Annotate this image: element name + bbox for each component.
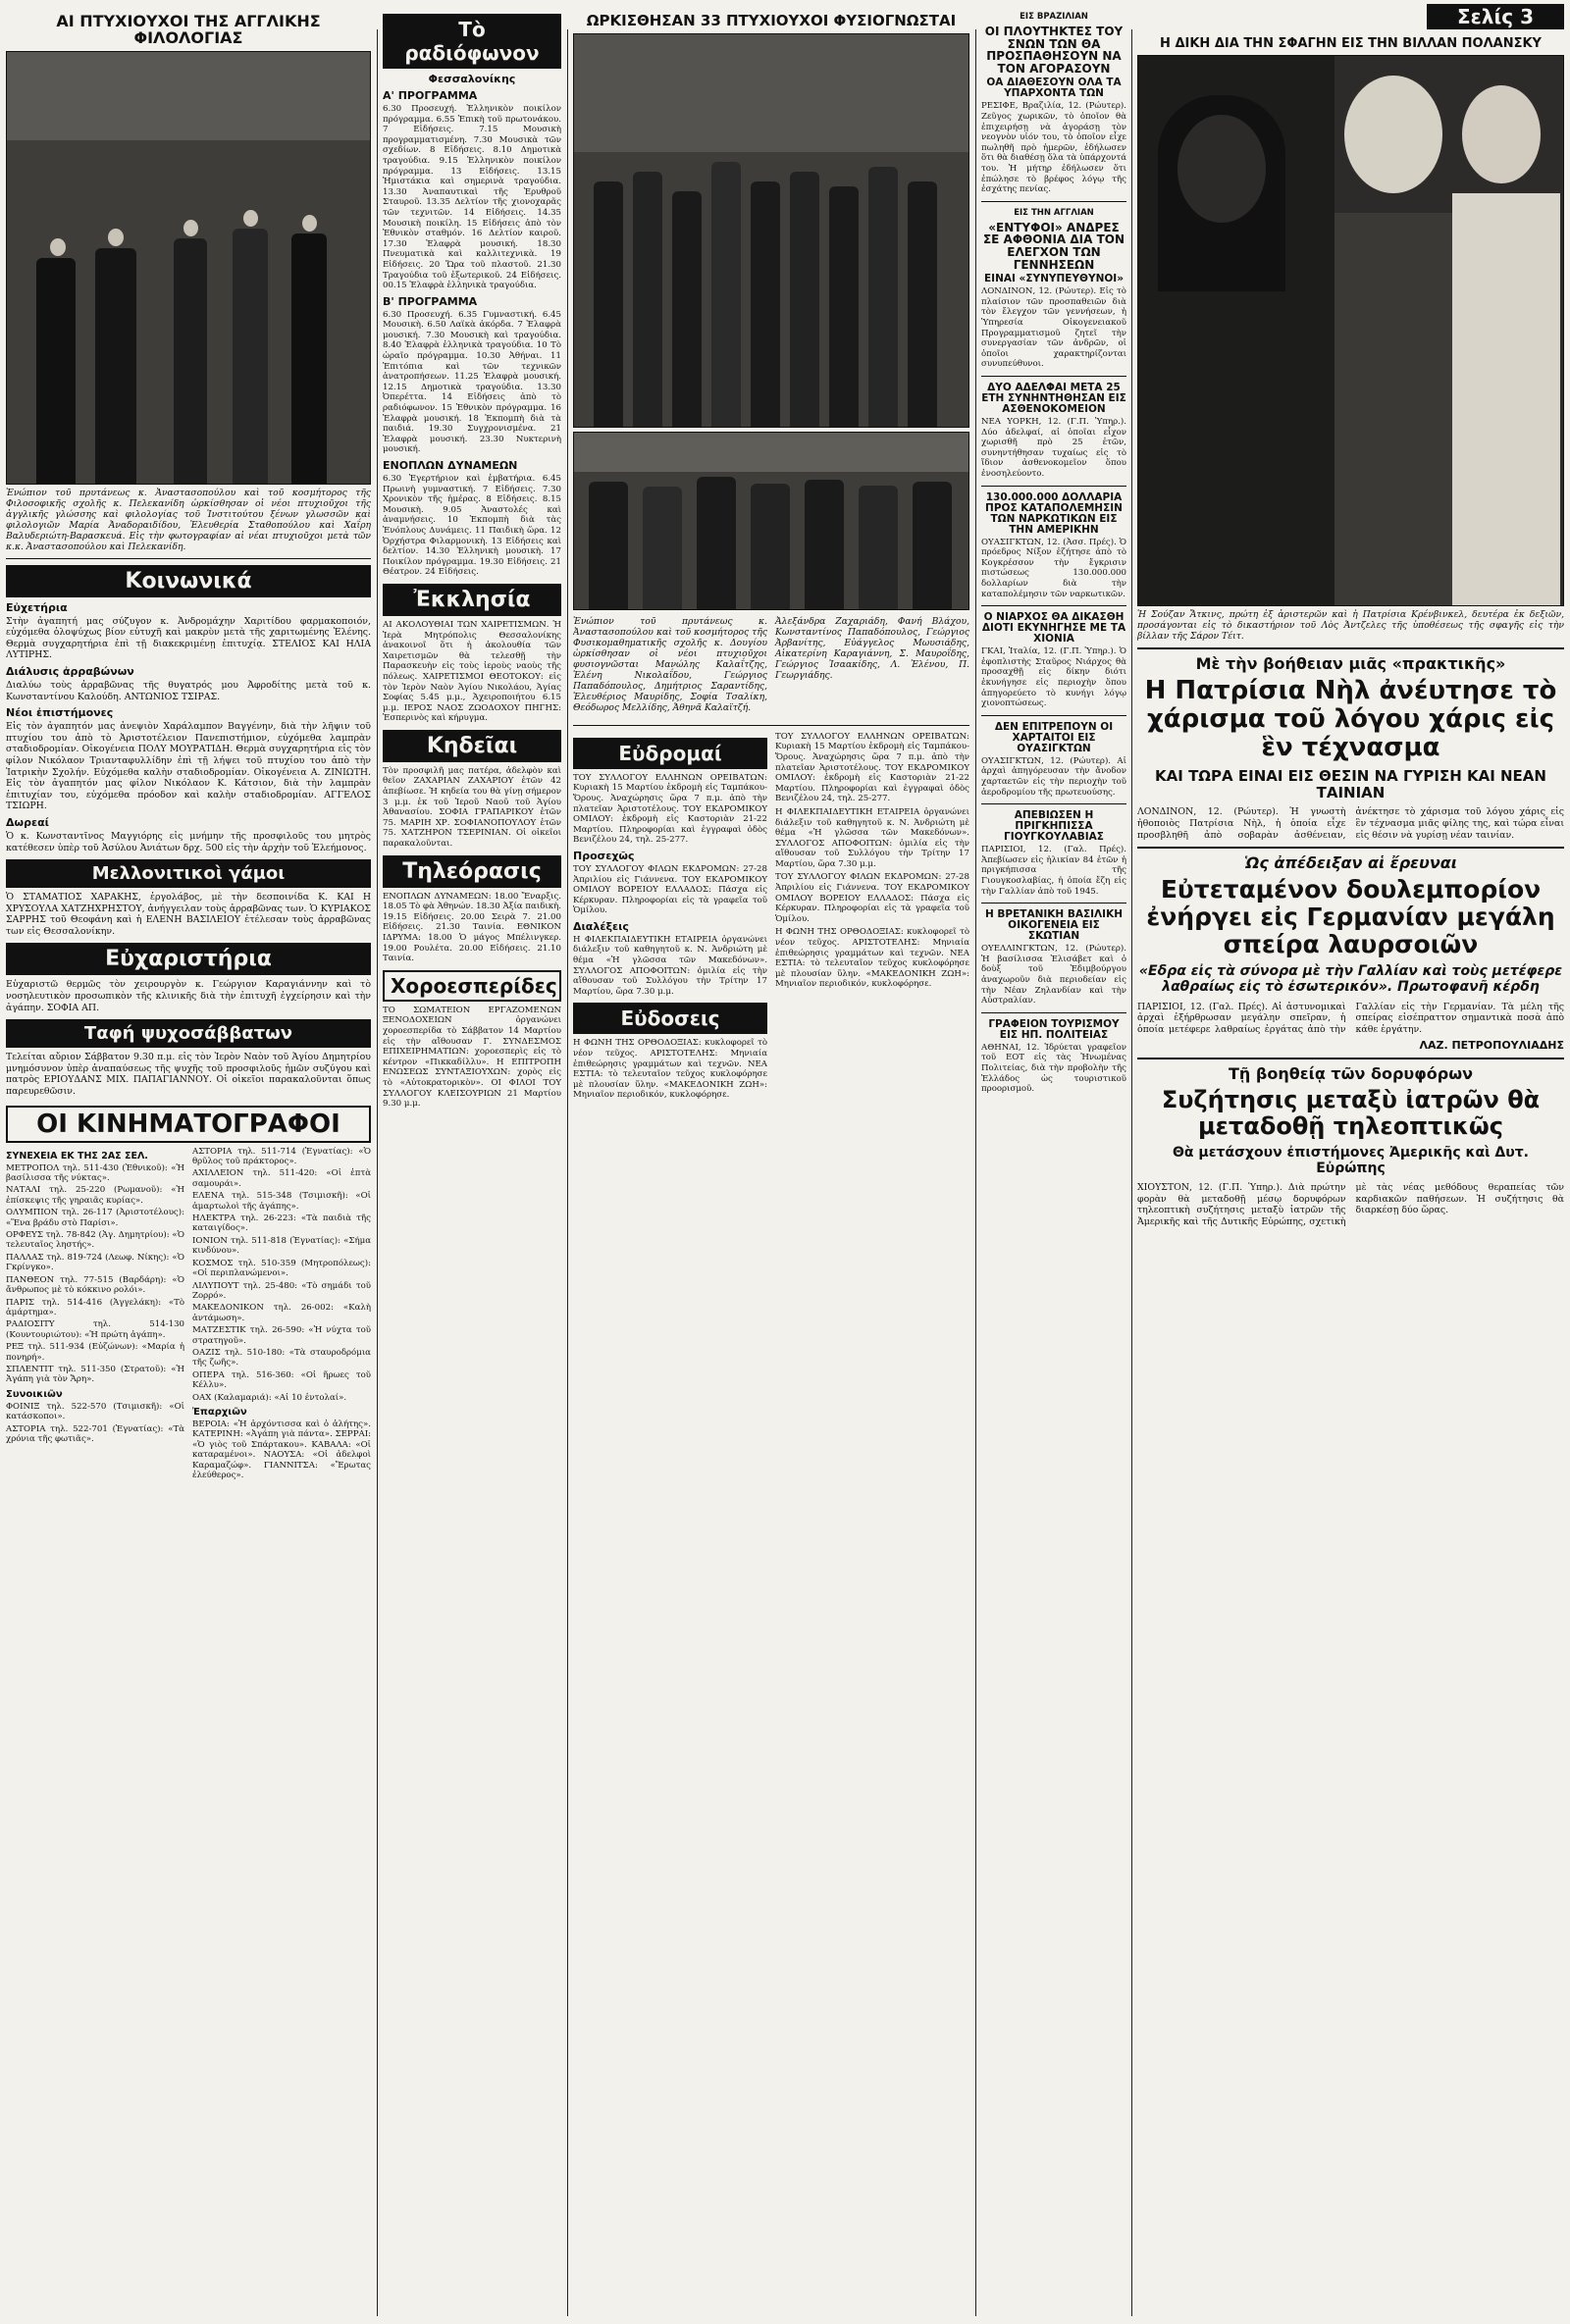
caption-polanski-trial: Ἡ Σούζαν Ἄτκινς, πρώτη ἐξ ἀριστερῶν καὶ ἡ Πατρίσια Κρένβινκελ, δευτέρα ἐκ δεξιῶν, προσάγονται εἰς τὸ δικαστήριον τοῦ Λὸς Ἀντζελες τῆς ὑποθέσεως τῆς σφαγῆς εἰς τὴν βίλλαν τῆς Σάρον Τέιτ. (1137, 608, 1564, 642)
kicker-germany: Ὡς ἀπέδειξαν αἱ ἔρευναι (1244, 853, 1457, 873)
page-number: Σελίς 3 (1427, 4, 1564, 29)
text-television: ΕΝΟΠΛΩΝ ΔΥΝΑΜΕΩΝ: 18.00 Ἔναρξις. 18.05 Τὸ φὰ Ἀθηνών. 18.30 Ἀξία παιδικὴ. 19.15 Εἰδήσεις. 20.00 Σειρὰ 7. 21.00 Εἰδήσεις. 21.30 Ταινία. ΕΘΝΙΚΟΝ ΙΔΡΥΜΑ: 18.00 Ὁ μάγος Μπέλινγκερ. 19.00 Ρουλέτα. 20.00 Εἰδήσεις. 21.10 Ταινία. (383, 891, 561, 964)
text-royals: ΟΥΕΛΛΙΝΓΚΤΩΝ, 12. (Ρώυτερ). Ἡ βασίλισσα Ἐλισάβετ καὶ ὁ δοὺξ τοῦ Ἐδιμβούργου ἀναχωροῦν διὰ περιοδείαν εἰς τὴν Νέαν Ζηλανδίαν καὶ τὴν Αὐστραλίαν. (981, 944, 1126, 1007)
text-weddings: Ὁ ΣΤΑΜΑΤΙΟΣ ΧΑΡΑΚΗΣ, ἐργολάβος, μὲ τὴν δεσποινίδα Κ. ΚΑΙ Η ΧΡΥΣΟΥΛΑ ΧΑΤΖΗΧΡΗΣΤΟΥ, ἀνήγγειλαν τοὺς ἀρραβῶνας των. Ὁ ΚΥΡΙΑΚΟΣ ΣΑΡΡΗΣ τοῦ Θεοφάνη καὶ ἡ ΕΛΕΝΗ ΒΑΣΙΛΕΙΟΥ ἐτέλεσαν τοὺς ἀρραβῶνας των εἰς Θεσσαλονίκην. (6, 892, 371, 937)
cinema-provinces: ΒΕΡΟΙΑ: «Ἡ ἀρχόντισσα καὶ ὁ ἀλήτης». ΚΑΤΕΡΙΝΗ: «Ἀγάπη γιὰ πάντα». ΣΕΡΡΑΙ: «Ὁ γιὸς τοῦ Σπάρτακου». ΚΑΒΑΛΑ: «Οἱ καταραμένοι». ΝΑΟΥΣΑ: «Οἱ ἀδελφοὶ Καραμαζώφ». ΓΙΑΝΝΙΤΣΑ: «Ἔρωτας ἐλεύθερος». (192, 1419, 371, 1480)
text-kites: ΟΥΑΣΙΓΚΤΩΝ, 12. (Ρώυτερ). Αἱ ἀρχαὶ ἀπηγόρευσαν τὴν ἄνοδον χαρταετῶν εἰς τὴν περιοχὴν τοῦ ἀεροδρομίου τῆς πρωτευούσης. (981, 755, 1126, 798)
cinema-item: ΠΑΛΛΑΣ τηλ. 819-724 (Λεωφ. Νίκης): «Ὁ Γκρίνγκο». (6, 1252, 184, 1273)
section-thanks: Εὐχαριστήρια (6, 943, 371, 975)
text-program-c: 6.30 Ἐγερτήριον καὶ ἐμβατήρια. 6.45 Πρωινὴ γυμναστική. 7 Εἰδήσεις. 7.30 Χρονικὸν τῆς ἡμέρας. 8 Εἰδήσεις. 8.15 Μουσικὴ. 9.05 Ἀναστολές καὶ ἀναμνήσεις. 10 Ἐκπομπὴ διὰ τὰς Ἐνόπλους Δυνάμεις. 11 Παιδικὴ ὥρα. 12 Ὀρχήστρα Φιλαρμονικὴ. 13 Εἰδήσεις καὶ δελτίον. 14.30 Ἑλληνικὴ μουσικὴ. 17 Ποικίλον πρόγραμμα. 19.30 Εἰδήσεις. 21 Θέατρον. 24 Εἰδήσεις. (383, 474, 561, 578)
text-tourism: ΑΘΗΝΑΙ, 12. Ἱδρύεται γραφεῖον τοῦ ΕΟΤ εἰς τὰς Ἡνωμένας Πολιτείας, διὰ τὴν προβολὴν τῆς Ἑλλάδος ὡς τουριστικοῦ προορισμοῦ. (981, 1042, 1126, 1095)
text-new-scientists: Εἰς τὸν ἀγαπητόν μας ἀνεψιὸν Χαράλαμπον Βαγγένην, διὰ τὴν λῆψιν τοῦ πτυχίου του ἀπὸ τὸ Ἀριστοτέλειον Πανεπιστήμιον, εὐχόμεθα λαμπρὰν σταδιοδρομίαν. Οἰκογένεια ΠΟΛΥ ΜΟΥΡΑΤΙΔΗ. Θερμὰ συγχαρητήρια εἰς τὸν φίλον Νικόλαον Τριανταφυλλίδην ἐπὶ τῇ λήψει τοῦ πτυχίου του ἀπὸ τὴν Ἰατρικὴν Σχολήν. Εὐχόμεθα καλὴν σταδιοδρομίαν. Οἰκογένεια Α. ΖΙΝΙΩΤΗ. Εἰς τὸν ἀγαπητόν μας φίλον Νικόλαον Κ. Κάτσιον, διὰ τὴν λαμπρὰν ἐπιτυχίαν του, εὐχόμεθα πρόοδον καὶ καλὴν σταδιοδρομίαν. ΑΓΓΕΛΟΣ ΤΣΙΩΡΗ. (6, 721, 371, 812)
caption-physics-right: Ἀλεξάνδρα Ζαχαριάδη, Φανή Βλάχου, Κωνσταντίνος Παπαδόπουλος, Γεώργιος Ἀρβανίτης, Εὐάγγελος Μωυσιάδης, Αἰκατερίνη Καραγιάννη, Σ. Μαυροΐδης, Γεώργιος Ἰσαακίδης, Λ. Ἐλένου, Π. Γεωργιάδης. (775, 615, 969, 681)
headline-royals: Η ΒΡΕΤΑΝΙΚΗ ΒΑΣΙΛΙΚΗ ΟΙΚΟΓΕΝΕΙΑ ΕΙΣ ΣΚΩΤΙΑΝ (984, 908, 1124, 943)
text-publications-cont: Η ΦΩΝΗ ΤΗΣ ΟΡΘΟΔΟΞΙΑΣ: κυκλοφορεῖ τὸ νέον τεῦχος. ΑΡΙΣΤΟΤΕΛΗΣ: Μηνιαία ἐπιθεώρησις γραμμάτων καὶ τεχνῶν. ΝΕΑ ΕΣΤΙΑ: τὸ τελευταῖον τεῦχος κυκλοφόρησε μὲ πλουσίαν ὕλην. «ΜΑΚΕΔΟΝΙΚΗ ΖΩΗ»: Μηνιαῖον περιοδικόν, κυκλοφόρησε. (775, 927, 969, 990)
text-princess: ΠΑΡΙΣΙΟΙ, 12. (Γαλ. Πρές). Ἀπεβίωσεν εἰς ἡλικίαν 84 ἐτῶν ἡ πριγκήπισσα τῆς Γιουγκοσλαβίας, ἡ ὁποία ἔζη εἰς τὴν Γαλλίαν ἀπὸ τοῦ 1945. (981, 845, 1126, 897)
cinema-listings (6, 1147, 371, 1483)
text-thanks: Εὐχαριστῶ θερμῶς τὸν χειρουργὸν κ. Γεώργιον Καραγιάννην καὶ τὸ νοσηλευτικὸν προσωπικὸν τῆς κλινικῆς διὰ τὴν ἐπιτυχῆ ἐγχείρησιν καὶ τὴν ἀγάπην. ΣΟΦΙΑ ΑΠ. (6, 979, 371, 1013)
kicker-england: ΕΙΣ ΤΗΝ ΑΓΓΛΙΑΝ (1014, 207, 1094, 218)
cinema-item: ΣΠΛΕΝΤΙΤ τηλ. 511-350 (Στρατοῦ): «Ἡ Ἀγάπη γιὰ τὸν Ἄρη». (6, 1364, 184, 1385)
subhead-germany: «Εδρα εἰς τὰ σύνορα μὲ τὴν Γαλλίαν καὶ τοὺς μετέφερε λαθραίως εἰς τὸ ἐσωτερικόν». Πρωτοφανῆ κέρδη (1138, 963, 1563, 995)
photo-english-graduates (6, 51, 371, 485)
subhead-engagement-break: Διάλυσις ἀρραβώνων (6, 664, 134, 678)
subhead-patricia: ΚΑΙ ΤΩΡΑ ΕΙΝΑΙ ΕΙΣ ΘΕΣΙΝ ΝΑ ΓΥΡΙΣΗ ΚΑΙ ΝΕΑΝ ΤΑΙΝΙΑΝ (1155, 766, 1546, 801)
headline-patricia: Η Πατρίσια Νὴλ ἀνέυτησε τὸ χάρισμα τοῦ λόγου χάρις εἰς ἓν τέχνασμα (1144, 675, 1557, 762)
text-brazil: ΡΕΣΙΦΕ, Βραζιλία, 12. (Ρώυτερ). Ζεῦγος χωρικῶν, τὸ ὁποῖον θὰ ἐπιχειρήσῃ νὰ ἀγοράσῃ τὸν νεογνὸν υἱόν του, τὸ ὁποῖον εἶχε πωληθῆ πρὸ ἡμερῶν, ἐδήλωσεν ὅτι θὰ διαθέσῃ ὅλα τὰ ὑπάρχοντά του. Ἡ μήτηρ ἐδήλωσεν ὅτι ἐπώλησε τὸ βρέφος λόγῳ τῆς ἐσχάτης πενίας. (981, 101, 1126, 195)
cinema-item: ΠΑΡΙΣ τηλ. 514-416 (Ἀγγελάκη): «Τὸ ἀμάρτημα». (6, 1297, 184, 1317)
cinema-suburbs-head: Συνοικιῶν (6, 1388, 63, 1400)
cinema-item: ΚΟΣΜΟΣ τηλ. 510-359 (Μητροπόλεως): «Οἱ περιπλανώμενοι». (192, 1258, 371, 1279)
cinema-item: ΟΑΧ (Καλαμαριά): «Αἱ 10 ἐντολαί». (192, 1392, 347, 1403)
cinema-item: ΛΙΛΥΠΟΥΤ τηλ. 25-480: «Τὸ σημάδι τοῦ Ζορρό». (192, 1280, 371, 1301)
section-weddings: Μελλονιτικοὶ γάμοι (6, 859, 371, 888)
text-publications: Η ΦΩΝΗ ΤΗΣ ΟΡΘΟΔΟΞΙΑΣ: κυκλοφορεῖ τὸ νέον τεῦχος. ΑΡΙΣΤΟΤΕΛΗΣ: Μηνιαία ἐπιθεώρησις γραμμάτων καὶ τεχνῶν. ΝΕΑ ΕΣΤΙΑ: τὸ τελευταῖον τεῦχος κυκλοφόρησε μὲ πλουσίαν ὕλην. «ΜΑΚΕΔΟΝΙΚΗ ΖΩΗ»: Μηνιαῖον περιοδικόν, κυκλοφόρησε. (573, 1038, 767, 1101)
text-program-b: 6.30 Προσευχή. 6.35 Γυμναστική. 6.45 Μουσικὴ. 6.50 Λαϊκὰ ἀκόρδα. 7 Ἐλαφρὰ μουσική. 7.30 Μουσικὴ καὶ τραγούδια. 8.40 Ἐλαφρὰ ἑλληνικὰ τραγούδια. 10 Τὸ ὡραῖο πρόγραμμα. 10.30 Ἀθήναι. 11 Ἐπιτόπια καὶ τῶν τεχνικῶν ἀνατροπήσεων. 11.25 Ἐλαφρὰ μουσική. 12.15 Δημοτικὰ τραγούδια. 13.30 Ὀπερέττα. 14 Εἰδήσεις ἀπὸ τὸ ραδιόφωνον. 15 Ἐθνικὸν πρόγραμμα. 16 Ἐλαφρὰ μουσική. 18 Ἐκπομπὴ διὰ τὰ παιδιά. 19.30 Συγχρονισμένα. 21 Ἐλαφρὰ μουσική. 23.30 Νυκτερινὴ μουσική. (383, 309, 561, 455)
subhead-new-scientists: Νέοι ἐπιστήμονες (6, 706, 114, 720)
headline-drugs: 130.000.000 ΔΟΛΛΑΡΙΑ ΠΡΟΣ ΚΑΤΑΠΟΛΕΜΗΣΙΝ ΤΩΝ ΝΑΡΚΩΤΙΚΩΝ ΕΙΣ ΤΗΝ ΑΜΕΡΙΚΗΝ (985, 491, 1123, 536)
kicker-brazil: ΕΙΣ ΒΡΑΖΙΛΙΑΝ (1020, 12, 1088, 22)
radio-program-c: ΕΝΟΠΛΩΝ ΔΥΝΑΜΕΩΝ (383, 459, 518, 472)
text-england: ΛΟΝΔΙΝΟΝ, 12. (Ρώυτερ). Εἰς τὸ πλαίσιον τῶν προσπαθειῶν διὰ τὸν ἔλεγχον τῶν γεννήσεων, ἡ Ὑπηρεσία Οἰκογενειακοῦ Προγραμματισμοῦ ζητεῖ τὴν συνεργασίαν τῶν ἀνδρῶν, οἱ ὁποῖοι χαρακτηρίζονται συνυπεύθυνοι. (981, 286, 1126, 370)
caption-physics-left: Ἐνώπιον τοῦ πρυτάνεως κ. Ἀναστασοπούλου καὶ τοῦ κοσμήτορος τῆς Φυσικομαθηματικῆς σχολῆς κ. Δουγίου ὡρκίσθησαν οἱ νέοι πτυχιοῦχοι φυσιογνῶσται Μανώλης Καλαΐτζης, Ἑλένη Νικολαΐδου, Γεώργιος Παπαδόπουλος, Δημήτριος Σαραντίδης, Ἑλευθέριος Μαυρίδης, Σοφία Τσαλίκη, Θεόδωρος Μελλίδης, Ἀθηνᾶ Καλαϊτζή. (573, 615, 767, 713)
photo-physics-graduates-bottom (573, 432, 969, 610)
column-rule (1131, 29, 1132, 2316)
column-2 (383, 8, 561, 2324)
cinema-item: ΑΣΤΟΡΙΑ τηλ. 522-701 (Ἐγνατίας): «Τὰ χρόνια τῆς φωτιᾶς». (6, 1423, 184, 1444)
section-radio: Τὸ ραδιόφωνον (383, 14, 561, 69)
cinema-item: ΑΧΙΛΛΕΙΟΝ τηλ. 511-420: «Οἱ ἐπτὰ σαμουράι». (192, 1168, 371, 1189)
column-rule (377, 29, 378, 2316)
text-drugs: ΟΥΑΣΙΓΚΤΩΝ, 12. (Ἀσσ. Πρές). Ὁ πρόεδρος Νίξον ἐζήτησε ἀπὸ τὸ Κογκρέσσον τὴν ἔγκρισιν πιστώσεως 130.000.000 δολλαρίων διὰ τὴν καταπολέμησιν τῶν ναρκωτικῶν. (981, 537, 1126, 599)
section-publications: Εὐδοσεις (573, 1003, 767, 1034)
section-church: Ἐκκλησία (383, 584, 561, 616)
subhead-donations: Δωρεαί (6, 815, 49, 829)
caption-english-graduates: Ἐνώπιον τοῦ πρυτάνεως κ. Ἀναστασοπούλου καὶ τοῦ κοσμήτορος τῆς Φιλοσοφικῆς σχολῆς κ. Πελεκανίδη ὡρκίσθησαν οἱ νέοι πτυχιοῦχοι τῆς ἀγγλικῆς γλώσσης καὶ φιλολογίας τοῦ Ἰνστιτούτου ξένων γλωσσῶν καὶ φιλολογιῶν Μαρία Ἀναδοραιδίδου, Ἐλευθερία Σταθοπούλου καὶ Χαΐρη Βαλυδεριώτη-Βαρασκευά. Εἰς τὴν φωτογραφίαν αἱ νέαι πτυχιοῦχοι μετὰ τῶν κ.κ. Ἀναστασοπούλου καὶ Πελεκανίδη. (6, 487, 371, 552)
text-lectures: Η ΦΙΛΕΚΠΑΙΔΕΥΤΙΚΗ ΕΤΑΙΡΕΙΑ ὀργανώνει διάλεξιν τοῦ καθηγητοῦ κ. Ν. Ἀνδριώτη μὲ θέμα «Ἡ γλῶσσα τῶν Μακεδόνων». ΣΥΛΛΟΓΟΣ ΑΠΟΦΟΙΤΩΝ: ὁμιλία εἰς τὴν αἴθουσαν τοῦ Συλλόγου τὴν Τρίτην 17 Μαρτίου, ὥρα 7.30 μ.μ. (573, 934, 767, 997)
section-dances: Χοροεσπερίδες (383, 970, 561, 1002)
cinema-item: ΟΑΖΙΣ τηλ. 510-180: «Τὰ σταυροδρόμια τῆς ζωῆς». (192, 1347, 371, 1369)
text-niarchos: ΓΚΑΙ, Ἰταλία, 12. (Γ.Π. Ὑπηρ.). Ὁ ἐφοπλιστὴς Σταῦρος Νιάρχος θὰ προσαχθῇ εἰς δίκην διότι ἐκυνήγησε εἰς περιοχὴν ὅπου ἀπηγορεύετο τὸ κυνήγι λόγῳ χιονοπτώσεως. (981, 646, 1126, 709)
cinema-continued: ΣΥΝΕΧΕΙΑ ΕΚ ΤΗΣ 2ΑΣ ΣΕΛ. (6, 1150, 148, 1162)
text-engagement-break: Διαλύω τοὺς ἀρραβῶνας τῆς θυγατρός μου Ἀφροδίτης μετὰ τοῦ κ. Κωνσταντίνου Καλούδη. ΑΝΤΩΝΙΟΣ ΤΣΙΡΑΣ. (6, 679, 371, 702)
text-wishes: Στὴν ἀγαπητή μας σύζυγον κ. Ἀνδρομάχην Χαριτίδου φαρμακοποιόν, εὐχόμεθα ὁλοψύχως βίον εὐτυχῆ καὶ μακρὺν μετὰ τῆς χαριτωμένης Ἑλένης. Θερμὰ συγχαρητήρια ἐπὶ τῇ διακεκριμένῃ ἐπιτυχίᾳ. ΣΤΕΛΙΟΣ ΚΑΙ ΗΛΙΑ ΛΥΤΙΡΗΣ. (6, 615, 371, 661)
cinema-item: ΡΑΔΙΟΣΙΤΥ τηλ. 514-130 (Κουντουριώτου): «Ἡ πρώτη ἀγάπη». (6, 1319, 184, 1340)
text-funerals: Τὸν προσφιλῆ μας πατέρα, ἀδελφὸν καὶ θεῖον ΖΑΧΑΡΙΑΝ ΖΑΧΑΡΙΟΥ ἐτῶν 42 ἀπεβίωσε. Ἡ κηδεία του θὰ γίνῃ σήμερον 3 μ.μ. ἐκ τοῦ Ἱεροῦ Ναοῦ τοῦ Ἁγίου Ἀθανασίου. ΣΟΦΙΑ ΓΡΑΠΑΡΙΚΟΥ ἐτῶν 75. ΜΑΡΙΗ ΧΡ. ΣΟΦΙΑΝΟΠΟΥΛΟΥ ἐτῶν 75. ΧΑΤΖΗΡΟΝ ΤΣΕΡΙΝΙΑΝ. Οἱ οἰκεῖοι παρακαλοῦνται. (383, 765, 561, 850)
cinema-item: ΦΟΙΝΙΞ τηλ. 522-570 (Τσιμισκῆ): «Οἱ κατάσκοποι». (6, 1401, 184, 1422)
headline-physics-graduates: ΩΡΚΙΣΘΗΣΑΝ 33 ΠΤΥΧΙΟΥΧΟΙ ΦΥΣΙΟΓΝΩΣΤΑΙ (586, 12, 957, 29)
headline-england: «ΕΝΤΥΦΟΙ» ΑΝΔΡΕΣ ΣΕ ΑΦΘΟΝΙΑ ΔΙΑ ΤΟΝ ΕΛΕΓΧΟΝ ΤΩΝ ΓΕΝΝΗΣΕΩΝ (982, 220, 1125, 272)
cinema-provinces-head: Ἐπαρχιῶν (192, 1406, 247, 1418)
column-5 (1137, 33, 1564, 2324)
cinema-item: ΕΛΕΝΑ τηλ. 515-348 (Τσιμισκῆ): «Οἱ ἀμαρτωλοὶ τῆς ἀγάπης». (192, 1191, 371, 1212)
text-lectures-cont: Η ΦΙΛΕΚΠΑΙΔΕΥΤΙΚΗ ΕΤΑΙΡΕΙΑ ὀργανώνει διάλεξιν τοῦ καθηγητοῦ κ. Ν. Ἀνδριώτη μὲ θέμα «Ἡ γλῶσσα τῶν Μακεδόνων». ΣΥΛΛΟΓΟΣ ΑΠΟΦΟΙΤΩΝ: ὁμιλία εἰς τὴν αἴθουσαν τοῦ Συλλόγου τὴν Τρίτην 17 Μαρτίου, ὥρα 7.30 μ.μ. (775, 806, 969, 869)
radio-program-a: Α' ΠΡΟΓΡΑΜΜΑ (383, 89, 478, 102)
cinema-item: ΜΑΚΕΔΟΝΙΚΟΝ τηλ. 26-002: «Καλὴ ἀντάμωση». (192, 1303, 371, 1323)
radio-program-b: Β' ΠΡΟΓΡΑΜΜΑ (383, 294, 478, 308)
cinema-item: ΙΟΝΙΟΝ τηλ. 511-818 (Ἐγνατίας): «Σήμα κινδύνου». (192, 1235, 371, 1257)
subhead-wishes: Εὐχετήρια (6, 600, 68, 614)
cinema-item: ΟΠΕΡΑ τηλ. 516-360: «Οἱ ἥρωες τοῦ Κέλλυ». (192, 1369, 371, 1391)
text-patricia: ΛΟΝΔΙΝΟΝ, 12. (Ρώυτερ). Ἡ γνωστὴ ἠθοποιὸς Πατρίσια Νὴλ, ἡ ὁποία εἶχε προσβληθῆ ἀπὸ σοβαρὰν ἀσθένειαν, ἀνέκτησε τὸ χάρισμα τοῦ λόγου χάρις εἰς ἓν τέχνασμα μιᾶς φίλης της, καὶ τώρα εἶναι εἰς θέσιν νὰ γυρίσῃ νέαν ταινίαν. (1137, 806, 1564, 841)
text-excursions: ΤΟΥ ΣΥΛΛΟΓΟΥ ΕΛΛΗΝΩΝ ΟΡΕΙΒΑΤΩΝ: Κυριακὴ 15 Μαρτίου ἐκδρομὴ εἰς Ταμπάκου-Ὄρους. Ἀναχώρησις ὥρα 7 π.μ. ἀπὸ τὴν πλατεῖαν Ἀριστοτέλους. ΤΟΥ ΕΚΔΡΟΜΙΚΟΥ ΟΜΙΛΟΥ: ἐκδρομὴ εἰς Καστοριὰν 21-22 Μαρτίου. Πληροφορίαι καὶ ἐγγραφαὶ ὁδὸς Βενιζέλου 24, τηλ. 25-277. (573, 772, 767, 846)
headline-tourism: ΓΡΑΦΕΙΟΝ ΤΟΥΡΙΣΜΟΥ ΕΙΣ ΗΠ. ΠΟΛΙΤΕΙΑΣ (988, 1017, 1120, 1041)
subhead-lectures: Διαλέξεις (573, 919, 629, 933)
headline-english-graduates: ΑΙ ΠΤΥΧΙΟΥΧΟΙ ΤΗΣ ΑΓΓΛΙΚΗΣ ΦΙΛΟΛΟΓΙΑΣ (56, 12, 321, 47)
cinema-item: ΜΑΤΖΕΣΤΙΚ τηλ. 26-590: «Ἡ νύχτα τοῦ στρατηγοῦ». (192, 1325, 371, 1346)
kicker-patricia: Μὲ τὴν βοήθειαν μιᾶς «πρακτικῆς» (1195, 653, 1506, 673)
section-excursions: Εὐδρομαί (573, 738, 767, 769)
cinema-item: ΠΑΝΘΕΟΝ τηλ. 77-515 (Βαρδάρη): «Ὁ ἄνθρωπος μὲ τὸ κόκκινο ρολόι». (6, 1274, 184, 1296)
radio-station: Φεσσαλονίκης (428, 73, 516, 85)
column-4 (981, 8, 1126, 2324)
subhead-england: ΕΙΝΑΙ «ΣΥΝΥΠΕΥΘΥΝΟΙ» (983, 273, 1124, 285)
text-dances: ΤΟ ΣΩΜΑΤΕΙΟΝ ΕΡΓΑΖΟΜΕΝΩΝ ΞΕΝΟΔΟΧΕΙΩΝ ὀργανώνει χοροεσπερίδα τὸ Σάββατον 14 Μαρτίου εἰς τὴν αἴθουσαν Γ. ΣΥΝΔΕΣΜΟΣ ΕΠΙΧΕΙΡΗΜΑΤΙΩΝ: χοροεσπερὶς εἰς τὸ κέντρον «Πικκαδίλλυ». Η ΕΠΙΤΡΟΠΗ ΕΝΩΣΕΩΣ ΣΥΝΤΑΞΙΟΥΧΩΝ: χορὸς εἰς τὸ «Αὐτοκρατορικὸν». ΟΙ ΦΙΛΟΙ ΤΟΥ ΣΥΛΛΟΓΟΥ ΚΛΕΙΣΟΥΡΙΩΝ 21 Μαρτίου 9.30 μ.μ. (383, 1005, 561, 1110)
headline-brazil: ΟΙ ΠΛΟΥΤΗΚΤΕΣ ΤΟΥ ΣΝΩΝ ΤΩΝ ΘΑ ΠΡΟΣΠΑΘΗΣΟΥΝ ΝΑ ΤΟΝ ΑΓΟΡΑΣΟΥΝ (984, 25, 1124, 76)
section-television: Τηλεόρασις (383, 855, 561, 888)
photo-polanski-trial (1137, 55, 1564, 606)
text-upcoming-cont: ΤΟΥ ΣΥΛΛΟΓΟΥ ΦΙΛΩΝ ΕΚΔΡΟΜΩΝ: 27-28 Ἀπριλίου εἰς Γιάννενα. ΤΟΥ ΕΚΔΡΟΜΙΚΟΥ ΟΜΙΛΟΥ ΒΟΡΕΙΟΥ ΕΛΛΑΔΟΣ: Πάσχα εἰς Κέρκυραν. Πληροφορίαι εἰς τὰ γραφεῖα τοῦ Ὁμίλου. (775, 872, 969, 924)
cinema-item: ΑΣΤΟΡΙΑ τηλ. 511-714 (Ἐγνατίας): «Ὁ θρῦλος τοῦ πράκτορος». (192, 1146, 371, 1167)
cinema-item: ΝΑΤΑΛΙ τηλ. 25-220 (Ρωμανοῦ): «Ἡ ἐπίσκεψις τῆς γηραιᾶς κυρίας». (6, 1185, 184, 1206)
section-memorials: Ταφή ψυχοσάββατων (6, 1019, 371, 1048)
text-church: ΑΙ ΑΚΟΛΟΥΘΙΑΙ ΤΩΝ ΧΑΙΡΕΤΙΣΜΩΝ. Ἡ Ἱερὰ Μητρόπολις Θεσσαλονίκης ἀνακοινοῖ ὅτι ἡ ἀκολουθία τῶν Χαιρετισμῶν θὰ τελεσθῇ τὴν Παρασκευὴν εἰς τοὺς ἱεροὺς ναοὺς τῆς πόλεως. ΧΑΙΡΕΤΙΣΜΟΙ ΘΕΟΤΟΚΟΥ: εἰς τὸν Ἱερὸν Ναὸν Ἁγίου Νικολάου, Ἁγίας Σοφίας 5.45 μ.μ., Ἁχειροποιήτου 6.15 μ.μ. ΙΕΡΟΣ ΝΑΟΣ ΖΩΟΔΟΧΟΥ ΠΗΓΗΣ: Ἐσπερινὸς καὶ κήρυγμα. (383, 619, 561, 724)
column-3 (573, 8, 969, 2324)
column-rule (567, 29, 568, 2316)
text-donations: Ὁ κ. Κωνσταντῖνος Μαγγιόρης εἰς μνήμην τῆς προσφιλοῦς του μητρὸς κατέθεσεν ὑπὲρ τοῦ Ἀσύλου Ἀνιάτων δρχ. 500 εἰς τὴν ἀρχὴν τοῦ Ἑλεήμονος. (6, 830, 371, 853)
section-social: Κοινωνικά (6, 565, 371, 597)
cinema-item: ΟΛΥΜΠΙΟΝ τηλ. 26-117 (Ἀριστοτέλους): «Ἕνα βράδυ στὸ Παρίσι». (6, 1208, 184, 1228)
subhead-brazil: ΟΑ ΔΙΑΘΕΣΟΥΝ ΟΛΑ ΤΑ ΥΠΑΡΧΟΝΤΑ ΤΩΝ (986, 77, 1122, 100)
cinema-item: ΡΕΞ τηλ. 511-934 (Εὐζώνων): «Μαρία ἡ πονηρή». (6, 1342, 184, 1363)
subhead-upcoming: Προσεχῶς (573, 849, 635, 862)
headline-satellites: Συζήτησις μεταξὺ ἰατρῶν θὰ μεταδοθῇ τηλεοπτικῶς (1161, 1086, 1541, 1141)
column-rule (975, 29, 976, 2316)
cinema-item: ΟΡΦΕΥΣ τηλ. 78-842 (Ἁγ. Δημητρίου): «Ὁ τελευταῖος ληστής». (6, 1230, 184, 1251)
section-cinemas: ΟΙ ΚΙΝΗΜΑΤΟΓΡΑΦΟΙ (6, 1106, 371, 1143)
byline-germany: ΛΑΖ. ΠΕΤΡΟΠΟΥΛΙΑΔΗΣ (1419, 1039, 1564, 1053)
headline-niarchos: Ο ΝΙΑΡΧΟΣ ΘΑ ΔΙΚΑΣΘΗ ΔΙΟΤΙ ΕΚΥΝΗΓΗΣΕ ΜΕ ΤΑ ΧΙΟΝΙΑ (981, 611, 1126, 646)
photo-physics-graduates-top (573, 33, 969, 428)
kicker-satellites: Τῇ βοηθείᾳ τῶν δορυφόρων (1229, 1064, 1473, 1084)
headline-germany: Εὐτεταμένον δουλεμπορίον ἐνήργει εἰς Γερμανίαν μεγάλη σπείρα λαυρσοιῶν (1146, 875, 1555, 959)
headline-kites: ΔΕΝ ΕΠΙΤΡΕΠΟΥΝ ΟΙ ΧΑΡΤΑΙΤΟΙ ΕΙΣ ΟΥΑΣΙΓΚΤΩΝ (994, 720, 1114, 754)
cinema-item: ΜΕΤΡΟΠΟΛ τηλ. 511-430 (Ἐθνικοῦ): «Ἡ βασίλισσα τῆς νύκτας». (6, 1162, 184, 1184)
text-germany: ΠΑΡΙΣΙΟΙ, 12. (Γαλ. Πρές). Αἱ ἀστυνομικαὶ ἀρχαὶ ἐξήρθρωσαν μεγάλην σπεῖραν, ἡ ὁποία μετέφερε λαθραίως ἐργάτας ἀπὸ τὴν Γαλλίαν εἰς τὴν Γερμανίαν. Τὰ μέλη τῆς σπείρας εἰσέπραττον σημαντικὰ ποσὰ ἀπὸ κάθε ἐργάτην. (1137, 1001, 1564, 1035)
headline-princess: ΑΠΕΒΙΩΣΕΝ Η ΠΡΙΓΚΗΠΙΣΣΑ ΓΙΟΥΓΚΟΥΛΑΒΙΑΣ (1004, 809, 1104, 844)
text-satellites: ΧΙΟΥΣΤΟΝ, 12. (Γ.Π. Ὑπηρ.). Διὰ πρώτην φορὰν θὰ μεταδοθῇ μέσῳ δορυφόρων τηλεοπτικὴ συζήτησις μεταξὺ ἰατρῶν τῆς Ἀμερικῆς καὶ τῆς Δυτικῆς Εὐρώπης, σχετικὴ μὲ τὰς νέας μεθόδους θεραπείας τῶν καρδιακῶν παθήσεων. Ἡ συζήτησις θὰ διαρκέσῃ δύο ὥρας. (1137, 1182, 1564, 1228)
text-upcoming: ΤΟΥ ΣΥΛΛΟΓΟΥ ΦΙΛΩΝ ΕΚΔΡΟΜΩΝ: 27-28 Ἀπριλίου εἰς Γιάννενα. ΤΟΥ ΕΚΔΡΟΜΙΚΟΥ ΟΜΙΛΟΥ ΒΟΡΕΙΟΥ ΕΛΛΑΔΟΣ: Πάσχα εἰς Κέρκυραν. Πληροφορίαι εἰς τὰ γραφεῖα τοῦ Ὁμίλου. (573, 863, 767, 916)
headline-polanski-trial: Η ΔΙΚΗ ΔΙΑ ΤΗΝ ΣΦΑΓΗΝ ΕΙΣ ΤΗΝ ΒΙΛΛΑΝ ΠΟΛΑΝΣΚΥ (1160, 36, 1542, 51)
subhead-satellites: Θὰ μετάσχουν ἐπιστήμονες Ἀμερικῆς καὶ Δυτ. Εὐρώπης (1173, 1144, 1529, 1176)
text-sisters: ΝΕΑ ΥΟΡΚΗ, 12. (Γ.Π. Ὑπηρ.). Δύο ἀδελφαί, αἱ ὁποῖαι εἶχον χωρισθῆ πρὸ 25 ἐτῶν, συνηντήθησαν τυχαίως εἰς τὸ ἴδιον ἀσθενοκομεῖον ὅπου ἐνοσηλεύοντο. (981, 416, 1126, 479)
section-funerals: Κηδεῖαι (383, 730, 561, 762)
text-program-a: 6.30 Προσευχή. Ἑλληνικὸν ποικίλον πρόγραμμα. 6.55 Ἐπικὴ τοῦ πρωτονάκου. 7 Εἰδήσεις. 7.15 Μουσικὴ προγραμματισμένη. 7.30 Μουσικὰ τῶν σχεδίων. 8 Εἰδήσεις. 8.10 Δημοτικὰ τραγούδια. 9.15 Ἑλληνικὸν ποικίλον πρόγραμμα. 13 Εἰδήσεις. 13.15 Ἡμιστάκια καὶ σημερινὰ τραγούδια. 13.30 Ἀναπαυτικαὶ τῆς Ἐρυθροῦ Σταυροῦ. 13.35 Δελτίον τῆς χιονοχαρᾶς τῶν τεχνιτῶν. 14 Εἰδήσεις. 14.35 Μουσικὴ ποικίλη. 15 Εἰδήσεις ἀπὸ τὸν Ἐθνικὸν σταθμόν. 16 Δελτίον καιροῦ. 17.30 Ἐλαφρὰ μουσική. 18.30 Πνευματικὰ καὶ καλλιτεχνικὰ. 19 Εἰδήσεις. 20 Ὥρα τοῦ πλαστοῦ. 21.30 Τραγούδια τοῦ ἐξωτερικοῦ. 24 Εἰδήσεις. 00.15 Ἐλαφρὰ ἑλληνικὰ τραγούδια. (383, 104, 561, 291)
text-memorials: Τελείται αὔριον Σάββατον 9.30 π.μ. εἰς τὸν Ἱερὸν Ναὸν τοῦ Ἁγίου Δημητρίου μνημόσυνον ὑπὲρ ἀναπαύσεως τῆς ψυχῆς τοῦ προσφιλοῦς ἡμῶν συζύγου καὶ πατρὸς ΕΡΙΟΥΔΑΝΣ ΜΙΧ. ΠΑΠΑΓΙΑΝΝΟΥ. Οἱ οἰκεῖοι παρακαλοῦνται ὅπως παρευρεθῶσιν. (6, 1052, 371, 1098)
text-excursions-cont: ΤΟΥ ΣΥΛΛΟΓΟΥ ΕΛΛΗΝΩΝ ΟΡΕΙΒΑΤΩΝ: Κυριακὴ 15 Μαρτίου ἐκδρομὴ εἰς Ταμπάκου-Ὄρους. Ἀναχώρησις ὥρα 7 π.μ. ἀπὸ τὴν πλατεῖαν Ἀριστοτέλους. ΤΟΥ ΕΚΔΡΟΜΙΚΟΥ ΟΜΙΛΟΥ: ἐκδρομὴ εἰς Καστοριὰν 21-22 Μαρτίου. Πληροφορίαι καὶ ἐγγραφαὶ ὁδὸς Βενιζέλου 24, τηλ. 25-277. (775, 731, 969, 804)
headline-sisters: ΔΥΟ ΑΔΕΛΦΑΙ ΜΕΤΑ 25 ΕΤΗ ΣΥΝΗΝΤΗΘΗΣΑΝ ΕΙΣ ΑΣΘΕΝΟΚΟΜΕΙΟΝ (981, 381, 1126, 415)
column-1 (6, 8, 371, 2324)
cinema-item: ΗΛΕΚΤΡΑ τηλ. 26-223: «Τὰ παιδιὰ τῆς καταιγίδος». (192, 1214, 371, 1234)
